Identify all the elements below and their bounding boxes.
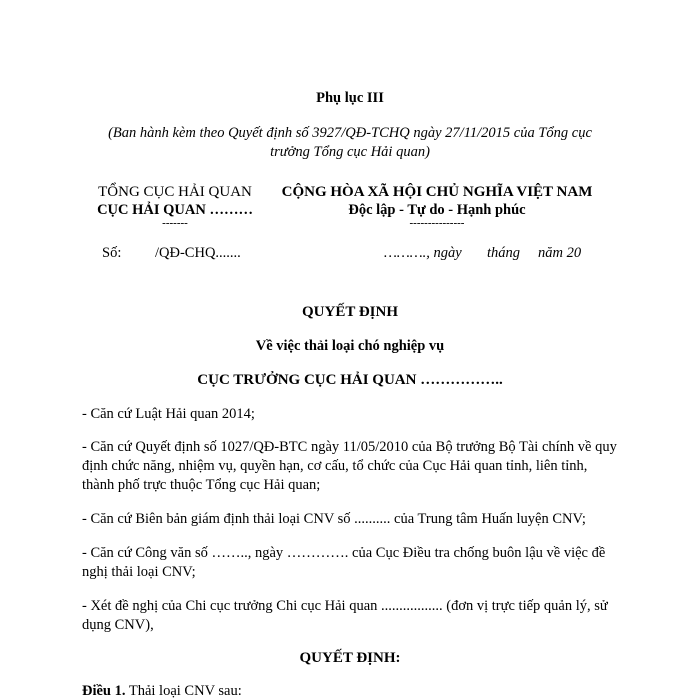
article-1-text: Thải loại CNV sau: xyxy=(125,683,242,699)
basis-inspection-report: - Căn cứ Biên bản giám định thải loại CNV số .......... của Trung tâm Huấn luyện CNV; xyxy=(82,511,586,527)
decides-heading: QUYẾT ĐỊNH: xyxy=(299,650,401,666)
decision-subject: Về việc thải loại chó nghiệp vụ xyxy=(255,338,445,354)
nation-motto: Độc lập - Tự do - Hạnh phúc xyxy=(348,202,526,218)
basis-decision-1027: - Căn cứ Quyết định số 1027/QĐ-BTC ngày 11/05/2010 của Bộ trưởng Bộ Tài chính về quy định chức năng, nhiệm vụ, quyền hạn, cơ cấu, tổ chức của Cục Hải quan tỉnh, liên tỉnh, thành phố trực thuộc Tổng cục Hải quan; xyxy=(82,439,617,493)
agency-name-line2: CỤC HẢI QUAN ……… xyxy=(97,202,253,218)
basis-law: - Căn cứ Luật Hải quan 2014; xyxy=(82,406,255,422)
basis-proposal: - Xét đề nghị của Chi cục trưởng Chi cục Hải quan ................. (đơn vị trực tiếp quản lý, sử dụng CNV), xyxy=(82,598,608,633)
article-1 xyxy=(82,683,242,700)
decision-title: QUYẾT ĐỊNH xyxy=(302,304,398,320)
nation-rule: --------------- xyxy=(409,217,465,229)
number-label: Số: xyxy=(102,245,122,261)
appendix-subtitle-line1: (Ban hành kèm theo Quyết định số 3927/QĐ-TCHQ ngày 27/11/2015 của Tổng cục xyxy=(108,125,592,141)
date-place: ………., ngày xyxy=(384,245,462,261)
basis-official-letter: - Căn cứ Công văn số …….., ngày …………. của Cục Điều tra chống buôn lậu về việc đề nghị thải loại CNV; xyxy=(82,545,606,580)
number-value: /QĐ-CHQ....... xyxy=(155,245,241,261)
agency-rule: ------- xyxy=(162,217,188,229)
date-year: năm 20 xyxy=(538,245,582,261)
nation-name: CỘNG HÒA XÃ HỘI CHỦ NGHĨA VIỆT NAM xyxy=(281,184,593,200)
appendix-subtitle-line2: trưởng Tổng cục Hải quan) xyxy=(270,144,430,160)
date-month: tháng xyxy=(487,245,521,261)
article-1-label: Điều 1. xyxy=(82,683,126,699)
appendix-title: Phụ lục III xyxy=(316,90,384,106)
decision-authority: CỤC TRƯỞNG CỤC HẢI QUAN …………….. xyxy=(197,372,503,388)
agency-name-line1: TỔNG CỤC HẢI QUAN xyxy=(98,184,252,200)
